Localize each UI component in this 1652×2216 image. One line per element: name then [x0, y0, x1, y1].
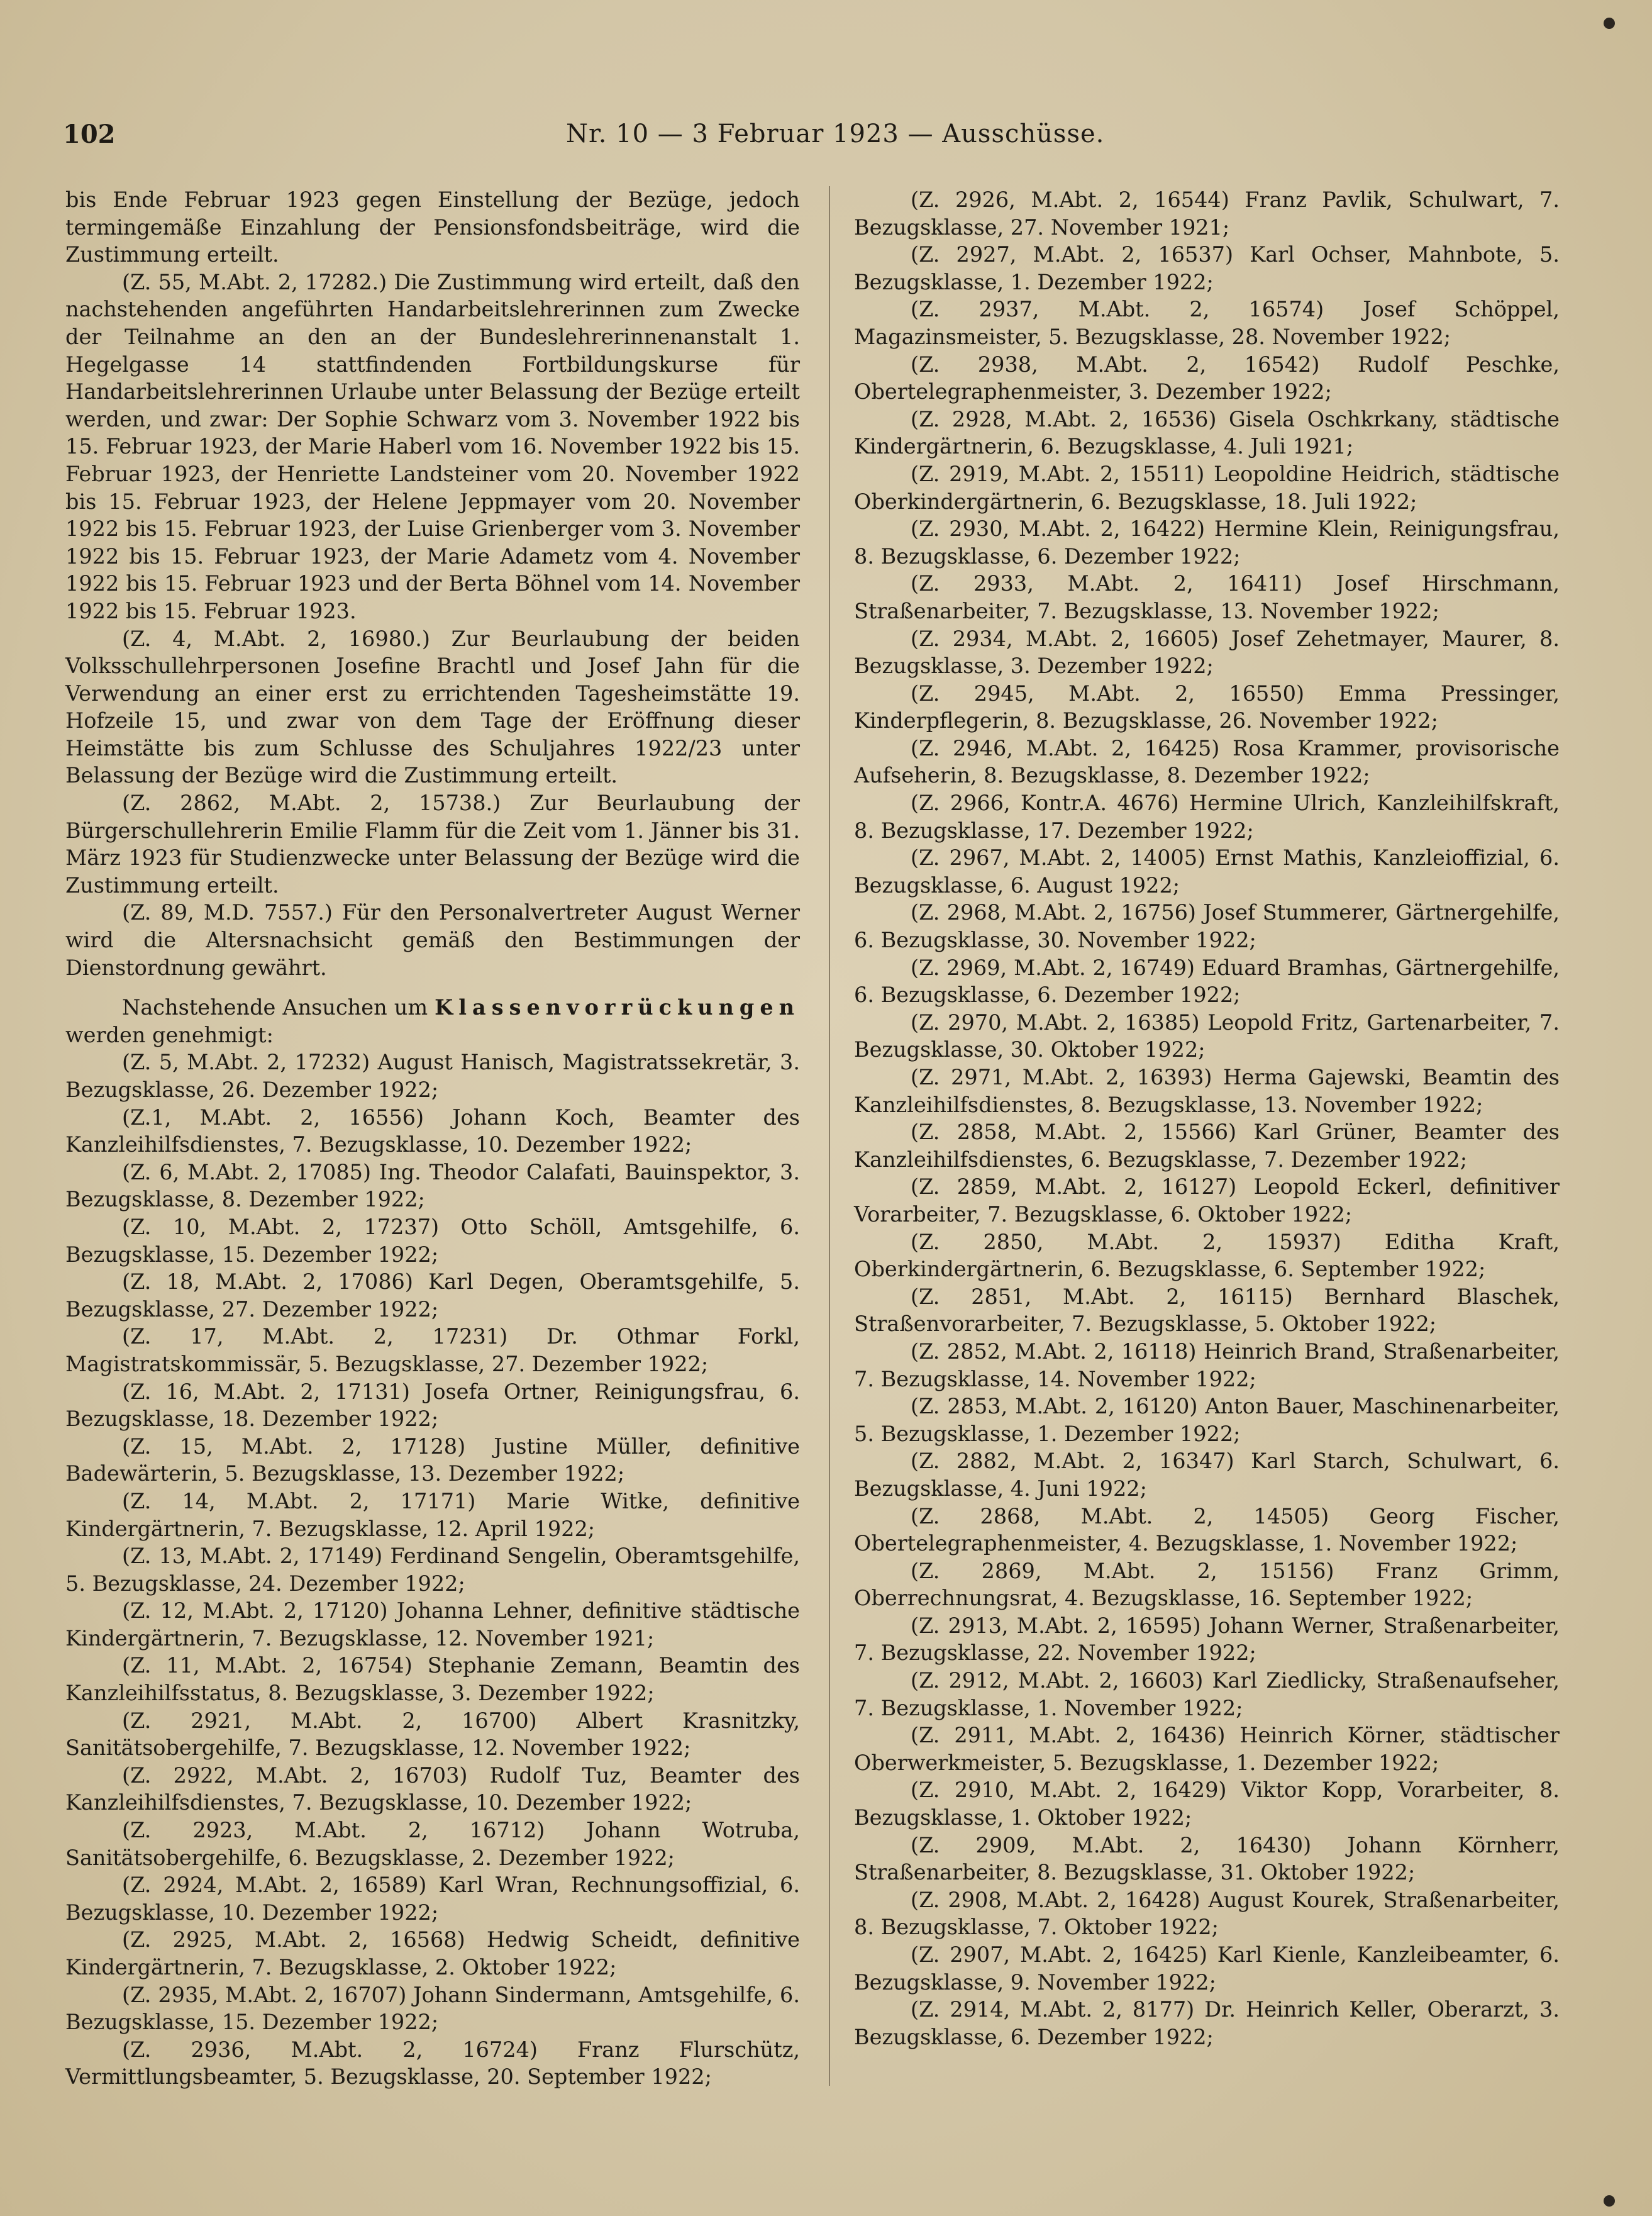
list-item: (Z. 2930, M.Abt. 2, 16422) Hermine Klein, Reinigungsfrau, 8. Bezugsklasse, 6. Dezember 1922; — [854, 516, 1560, 569]
list-item: (Z. 2908, M.Abt. 2, 16428) August Kourek, Straßenarbeiter, 8. Bezugsklasse, 7. Oktober 1922; — [854, 1887, 1560, 1940]
paragraph-3: (Z. 4, M.Abt. 2, 16980.) Zur Beurlaubung der beiden Volksschullehrpersonen Josefine Brachtl und Josef Jahn für die Verwendung an einer erst zu errichtenden Tagesheimstätte 19. Hofzeile 15, und zwar von dem Tage der Eröffnung dieser Heimstätte bis zum Schlusse des Schuljahres 1922/23 unter Belassung der Bezüge wird die Zustimmung erteilt. — [65, 626, 800, 788]
spaced-heading: Klassenvorrückungen — [435, 995, 800, 1020]
list-item: (Z. 6, M.Abt. 2, 17085) Ing. Theodor Calafati, Bauinspektor, 3. Bezugsklasse, 8. Dezember 1922; — [65, 1159, 800, 1212]
list-item: (Z. 2882, M.Abt. 2, 16347) Karl Starch, Schulwart, 6. Bezugsklasse, 4. Juni 1922; — [854, 1449, 1560, 1501]
column-divider — [829, 186, 830, 2086]
list-item: (Z. 2971, M.Abt. 2, 16393) Herma Gajewski, Beamtin des Kanzleihilfsdienstes, 8. Bezugsklasse, 13. November 1922; — [854, 1065, 1560, 1117]
paragraph-2: (Z. 55, M.Abt. 2, 17282.) Die Zustimmung wird erteilt, daß den nachstehenden angeführten Handarbeitslehrerinnen zum Zwecke der Teilnahme an den an der Bundeslehrerinnenanstalt 1. Hegelgasse 14 stattfindenden Fortbildungskurse für Handarbeitslehrerinnen Urlaube unter Belassung der Bezüge erteilt werden, und zwar: Der Sophie Schwarz vom 3. November 1922 bis 15. Februar 1923, der Marie Haberl vom 16. November 1922 bis 15. Februar 1923, der Henriette Landsteiner vom 20. November 1922 bis 15. Februar 1923, der Helene Jeppmayer vom 20. November 1922 bis 15. Februar 1923, der Luise Grienberger vom 3. November 1922 bis 15. Februar 1923, der Marie Adametz vom 4. November 1922 bis 15. Februar 1923 und der Berta Böhnel vom 14. November 1922 bis 15. Februar 1923. — [65, 269, 800, 623]
list-item: (Z. 2868, M.Abt. 2, 14505) Georg Fischer, Obertelegraphenmeister, 4. Bezugsklasse, 1. November 1922; — [854, 1503, 1560, 1556]
list-item: (Z. 2970, M.Abt. 2, 16385) Leopold Fritz, Gartenarbeiter, 7. Bezugsklasse, 30. Oktober 1922; — [854, 1010, 1560, 1062]
list-item: (Z. 2851, M.Abt. 2, 16115) Bernhard Blaschek, Straßenvorarbeiter, 7. Bezugsklasse, 5. Oktober 1922; — [854, 1284, 1560, 1337]
list-item: (Z. 2858, M.Abt. 2, 15566) Karl Grüner, Beamter des Kanzleihilfsdienstes, 6. Bezugsklasse, 7. Dezember 1922; — [854, 1120, 1560, 1172]
list-item: (Z. 2969, M.Abt. 2, 16749) Eduard Bramhas, Gärtnergehilfe, 6. Bezugsklasse, 6. Dezember 1922; — [854, 955, 1560, 1008]
list-item: (Z. 2850, M.Abt. 2, 15937) Editha Kraft, Oberkindergärtnerin, 6. Bezugsklasse, 6. September 1922; — [854, 1229, 1560, 1282]
list-item: (Z. 2921, M.Abt. 2, 16700) Albert Krasnitzky, Sanitätsobergehilfe, 7. Bezugsklasse, 12. November 1922; — [65, 1708, 800, 1761]
paragraph-6 — [65, 994, 800, 1049]
list-item: (Z. 2936, M.Abt. 2, 16724) Franz Flurschütz, Vermittlungsbeamter, 5. Bezugsklasse, 20. September 1922; — [65, 2037, 800, 2090]
list-item: (Z. 2966, Kontr.A. 4676) Hermine Ulrich, Kanzleihilfskraft, 8. Bezugsklasse, 17. Dezember 1922; — [854, 791, 1560, 843]
list-item: (Z. 2934, M.Abt. 2, 16605) Josef Zehetmayer, Maurer, 8. Bezugsklasse, 3. Dezember 1922; — [854, 626, 1560, 679]
list-item: (Z. 17, M.Abt. 2, 17231) Dr. Othmar Forkl, Magistratskommissär, 5. Bezugsklasse, 27. Dezember 1922; — [65, 1324, 800, 1376]
list-item: (Z. 2913, M.Abt. 2, 16595) Johann Werner, Straßenarbeiter, 7. Bezugsklasse, 22. November 1922; — [854, 1613, 1560, 1666]
list-item: (Z. 2933, M.Abt. 2, 16411) Josef Hirschmann, Straßenarbeiter, 7. Bezugsklasse, 13. November 1922; — [854, 571, 1560, 623]
list-item: (Z. 2852, M.Abt. 2, 16118) Heinrich Brand, Straßenarbeiter, 7. Bezugsklasse, 14. November 1922; — [854, 1339, 1560, 1391]
list-item: (Z. 13, M.Abt. 2, 17149) Ferdinand Sengelin, Oberamtsgehilfe, 5. Bezugsklasse, 24. Dezember 1922; — [65, 1544, 800, 1596]
list-item: (Z. 2912, M.Abt. 2, 16603) Karl Ziedlicky, Straßenaufseher, 7. Bezugsklasse, 1. November 1922; — [854, 1668, 1560, 1720]
list-item: (Z. 2910, M.Abt. 2, 16429) Viktor Kopp, Vorarbeiter, 8. Bezugsklasse, 1. Oktober 1922; — [854, 1778, 1560, 1830]
list-item: (Z. 2922, M.Abt. 2, 16703) Rudolf Tuz, Beamter des Kanzleihilfsdienstes, 7. Bezugsklasse, 10. Dezember 1922; — [65, 1762, 800, 1815]
list-item: (Z.1, M.Abt. 2, 16556) Johann Koch, Beamter des Kanzleihilfsdienstes, 7. Bezugsklasse, 10. Dezember 1922; — [65, 1105, 800, 1157]
list-item: (Z. 2926, M.Abt. 2, 16544) Franz Pavlik, Schulwart, 7. Bezugsklasse, 27. November 1921; — [854, 187, 1560, 240]
page-number: 102 — [63, 120, 116, 149]
paragraph-5: (Z. 89, M.D. 7557.) Für den Personalvertreter August Werner wird die Altersnachsicht gemäß den Bestimmungen der Dienstordnung gewährt. — [65, 900, 800, 980]
list-item: (Z. 2914, M.Abt. 2, 8177) Dr. Heinrich Keller, Oberarzt, 3. Bezugsklasse, 6. Dezember 1922; — [854, 1997, 1560, 2049]
list-item: (Z. 2945, M.Abt. 2, 16550) Emma Pressinger, Kinderpflegerin, 8. Bezugsklasse, 26. November 1922; — [854, 681, 1560, 733]
list-item: (Z. 10, M.Abt. 2, 17237) Otto Schöll, Amtsgehilfe, 6. Bezugsklasse, 15. Dezember 1922; — [65, 1214, 800, 1267]
pin-hole-top-right — [1604, 18, 1615, 29]
list-item: (Z. 2919, M.Abt. 2, 15511) Leopoldine Heidrich, städtische Oberkindergärtnerin, 6. Bezugsklasse, 18. Juli 1922; — [854, 461, 1560, 514]
left-column — [65, 186, 800, 2091]
list-item: (Z. 12, M.Abt. 2, 17120) Johanna Lehner, definitive städtische Kindergärtnerin, 7. Bezugsklasse, 12. November 1921; — [65, 1598, 800, 1651]
list-item: (Z. 11, M.Abt. 2, 16754) Stephanie Zemann, Beamtin des Kanzleihilfsstatus, 8. Bezugsklasse, 3. Dezember 1922; — [65, 1653, 800, 1706]
left-entry-list — [65, 1049, 800, 2091]
list-item: (Z. 2927, M.Abt. 2, 16537) Karl Ochser, Mahnbote, 5. Bezugsklasse, 1. Dezember 1922; — [854, 242, 1560, 294]
list-item: (Z. 2924, M.Abt. 2, 16589) Karl Wran, Rechnungsoffizial, 6. Bezugsklasse, 10. Dezember 1922; — [65, 1873, 800, 1925]
list-item: (Z. 18, M.Abt. 2, 17086) Karl Degen, Oberamtsgehilfe, 5. Bezugsklasse, 27. Dezember 1922; — [65, 1269, 800, 1322]
paragraph-4: (Z. 2862, M.Abt. 2, 15738.) Zur Beurlaubung der Bürgerschullehrerin Emilie Flamm für die Zeit vom 1. Jänner bis 31. März 1923 für Studienzwecke unter Belassung der Bezüge wird die Zustimmung erteilt. — [65, 791, 800, 898]
list-item: (Z. 2923, M.Abt. 2, 16712) Johann Wotruba, Sanitätsobergehilfe, 6. Bezugsklasse, 2. Dezember 1922; — [65, 1818, 800, 1870]
list-item: (Z. 2909, M.Abt. 2, 16430) Johann Körnherr, Straßenarbeiter, 8. Bezugsklasse, 31. Oktober 1922; — [854, 1832, 1560, 1885]
list-item: (Z. 2935, M.Abt. 2, 16707) Johann Sindermann, Amtsgehilfe, 6. Bezugsklasse, 15. Dezember 1922; — [65, 1982, 800, 2035]
list-item: (Z. 14, M.Abt. 2, 17171) Marie Witke, definitive Kindergärtnerin, 7. Bezugsklasse, 12. April 1922; — [65, 1488, 800, 1541]
paragraph-1: bis Ende Februar 1923 gegen Einstellung der Bezüge, jedoch termingemäße Einzahlung der Pensionsfondsbeiträge, wird die Zustimmung erteilt. — [65, 187, 800, 267]
intro-text-end: werden genehmigt: — [65, 1022, 274, 1047]
list-item: (Z. 2911, M.Abt. 2, 16436) Heinrich Körner, städtischer Oberwerkmeister, 5. Bezugsklasse, 1. Dezember 1922; — [854, 1723, 1560, 1775]
right-column — [854, 186, 1560, 2051]
list-item: (Z. 5, M.Abt. 2, 17232) August Hanisch, Magistratssekretär, 3. Bezugsklasse, 26. Dezember 1922; — [65, 1050, 800, 1102]
list-item: (Z. 2859, M.Abt. 2, 16127) Leopold Eckerl, definitiver Vorarbeiter, 7. Bezugsklasse, 6. Oktober 1922; — [854, 1174, 1560, 1227]
list-item: (Z. 2853, M.Abt. 2, 16120) Anton Bauer, Maschinenarbeiter, 5. Bezugsklasse, 1. Dezember 1922; — [854, 1394, 1560, 1446]
page-header-title: Nr. 10 — 3 Februar 1923 — Ausschüsse. — [566, 120, 1105, 148]
list-item: (Z. 2938, M.Abt. 2, 16542) Rudolf Peschke, Obertelegraphenmeister, 3. Dezember 1922; — [854, 352, 1560, 404]
intro-text: Nachstehende Ansuchen um — [122, 995, 428, 1020]
pin-hole-bottom-right — [1604, 2195, 1615, 2207]
list-item: (Z. 16, M.Abt. 2, 17131) Josefa Ortner, Reinigungsfrau, 6. Bezugsklasse, 18. Dezember 1922; — [65, 1379, 800, 1432]
list-item: (Z. 15, M.Abt. 2, 17128) Justine Müller, definitive Badewärterin, 5. Bezugsklasse, 13. Dezember 1922; — [65, 1434, 800, 1486]
list-item: (Z. 2967, M.Abt. 2, 14005) Ernst Mathis, Kanzleioffizial, 6. Bezugsklasse, 6. August 1922; — [854, 845, 1560, 898]
list-item: (Z. 2925, M.Abt. 2, 16568) Hedwig Scheidt, definitive Kindergärtnerin, 7. Bezugsklasse, 2. Oktober 1922; — [65, 1927, 800, 1979]
list-item: (Z. 2968, M.Abt. 2, 16756) Josef Stummerer, Gärtnergehilfe, 6. Bezugsklasse, 30. November 1922; — [854, 900, 1560, 953]
list-item: (Z. 2869, M.Abt. 2, 15156) Franz Grimm, Oberrechnungsrat, 4. Bezugsklasse, 16. September 1922; — [854, 1558, 1560, 1611]
list-item: (Z. 2937, M.Abt. 2, 16574) Josef Schöppel, Magazinsmeister, 5. Bezugsklasse, 28. November 1922; — [854, 297, 1560, 349]
list-item: (Z. 2928, M.Abt. 2, 16536) Gisela Oschkrkany, städtische Kindergärtnerin, 6. Bezugsklasse, 4. Juli 1921; — [854, 406, 1560, 459]
list-item: (Z. 2907, M.Abt. 2, 16425) Karl Kienle, Kanzleibeamter, 6. Bezugsklasse, 9. November 1922; — [854, 1942, 1560, 1995]
right-entry-list — [854, 186, 1560, 2051]
list-item: (Z. 2946, M.Abt. 2, 16425) Rosa Krammer, provisorische Aufseherin, 8. Bezugsklasse, 8. Dezember 1922; — [854, 735, 1560, 788]
